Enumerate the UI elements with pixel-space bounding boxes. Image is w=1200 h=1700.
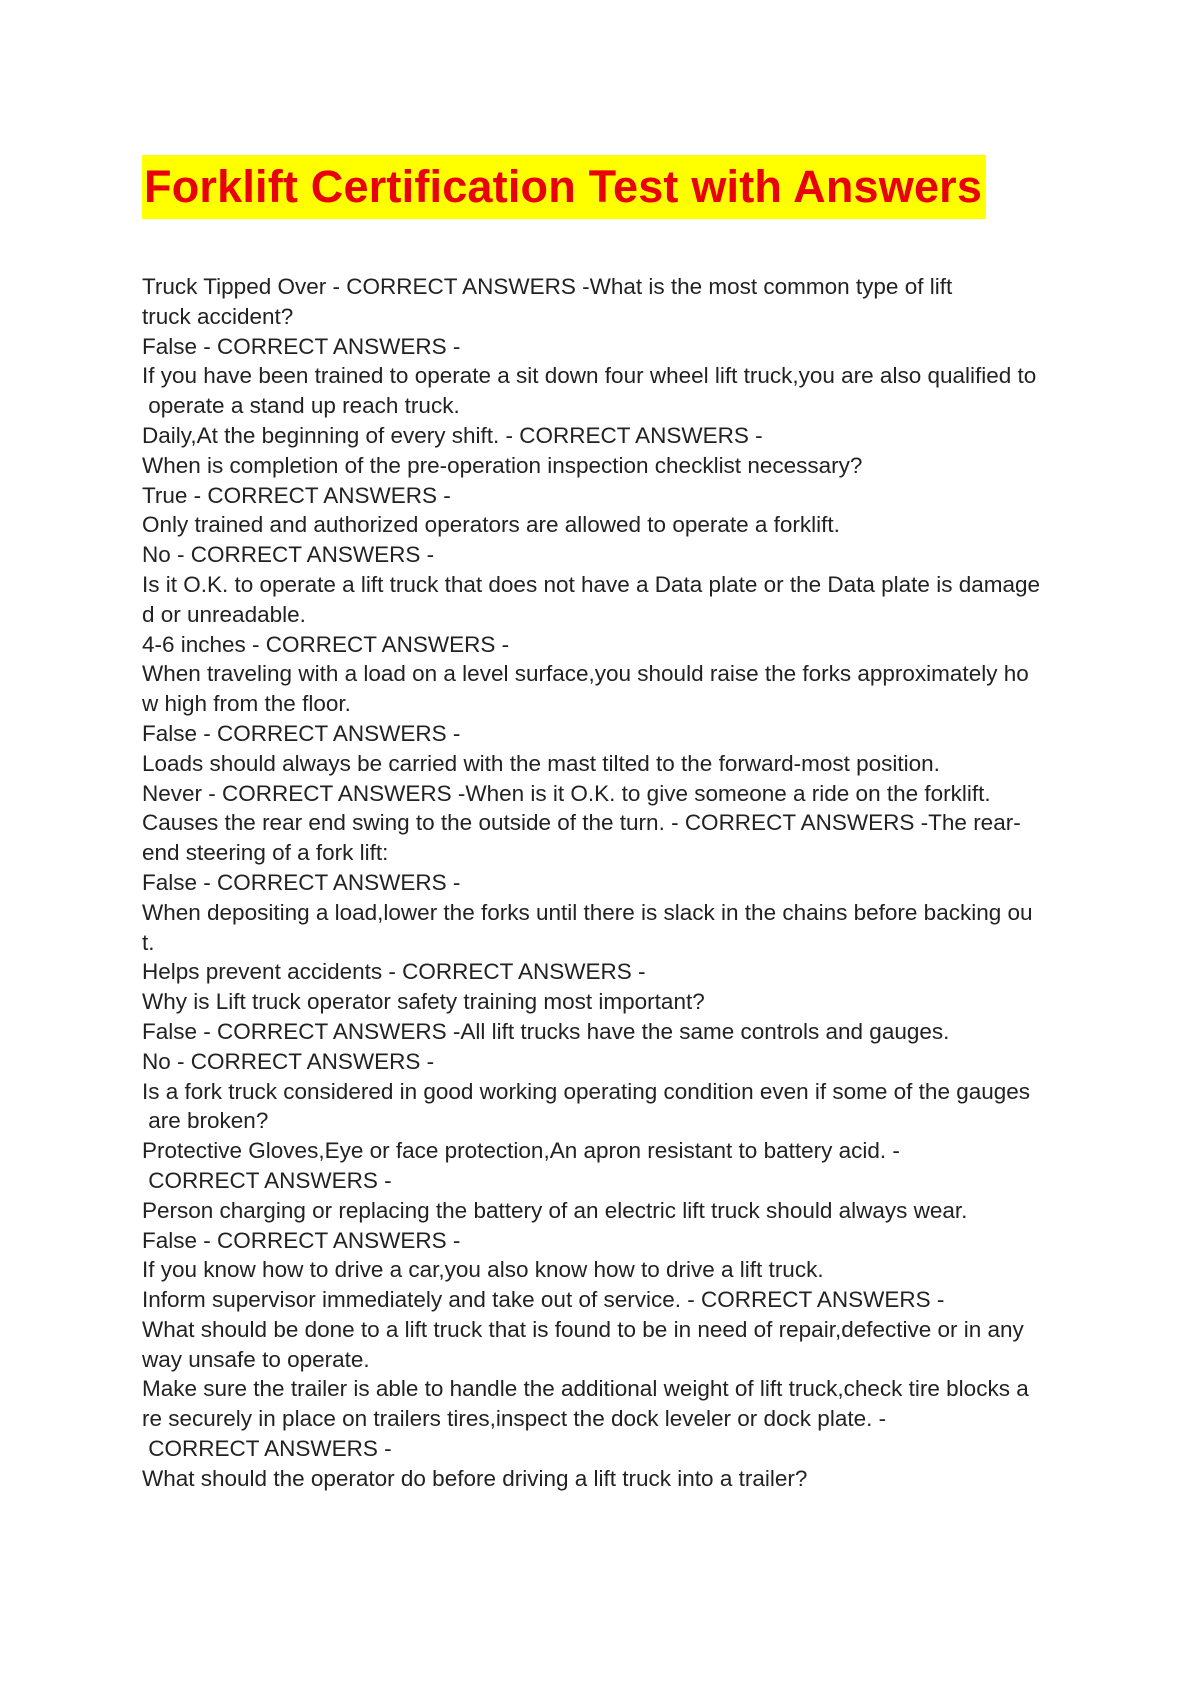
text-line: Why is Lift truck operator safety training most important? xyxy=(142,989,705,1015)
title-highlight xyxy=(142,155,986,219)
text-line: Truck Tipped Over - CORRECT ANSWERS -What is the most common type of lift xyxy=(142,274,953,299)
text-line: When traveling with a load on a level surface,you should raise the forks approximately ho xyxy=(142,661,1029,687)
text-line: d or unreadable. xyxy=(142,601,306,627)
qa-text-body xyxy=(142,272,1072,1494)
text-line: What should be done to a lift truck that is found to be in need of repair,defective or in any xyxy=(142,1316,1024,1342)
text-line: If you have been trained to operate a sit down four wheel lift truck,you are also qualified to xyxy=(142,363,1037,389)
text-line: False - CORRECT ANSWERS - xyxy=(142,720,461,746)
text-line: CORRECT ANSWERS - xyxy=(142,1167,392,1193)
text-line: No - CORRECT ANSWERS - xyxy=(142,542,435,568)
text-line: False - CORRECT ANSWERS - xyxy=(142,1227,461,1253)
text-line: Make sure the trailer is able to handle the additional weight of lift truck,check tire blocks a xyxy=(142,1376,1029,1402)
text-line: are broken? xyxy=(142,1108,269,1134)
text-line: No - CORRECT ANSWERS - xyxy=(142,1048,435,1074)
text-line: operate a stand up reach truck. xyxy=(142,393,460,419)
text-line: False - CORRECT ANSWERS - xyxy=(142,869,461,895)
page-title: Forklift Certification Test with Answers xyxy=(144,161,983,212)
text-line: If you know how to drive a car,you also know how to drive a lift truck. xyxy=(142,1257,824,1283)
text-line: truck accident? xyxy=(142,303,294,329)
text-line: CORRECT ANSWERS - xyxy=(142,1436,392,1462)
text-line: Only trained and authorized operators are allowed to operate a forklift. xyxy=(142,512,840,538)
text-line: Protective Gloves,Eye or face protection,An apron resistant to battery acid. - xyxy=(142,1138,900,1164)
text-line: Is it O.K. to operate a lift truck that does not have a Data plate or the Data plate is damage xyxy=(142,571,1041,597)
text-line: end steering of a fork lift: xyxy=(142,840,389,866)
text-line: False - CORRECT ANSWERS -All lift trucks have the same controls and gauges. xyxy=(142,1018,950,1044)
text-line: What should the operator do before driving a lift truck into a trailer? xyxy=(142,1465,808,1491)
text-line: 4-6 inches - CORRECT ANSWERS - xyxy=(142,631,510,657)
text-line: Daily,At the beginning of every shift. - CORRECT ANSWERS - xyxy=(142,422,763,448)
text-line: When depositing a load,lower the forks until there is slack in the chains before backing ou xyxy=(142,899,1033,925)
text-line: Is a fork truck considered in good working operating condition even if some of the gauges xyxy=(142,1078,1031,1104)
text-line: Loads should always be carried with the mast tilted to the forward-most position. xyxy=(142,750,940,776)
text-line: When is completion of the pre-operation inspection checklist necessary? xyxy=(142,452,863,478)
text-line: way unsafe to operate. xyxy=(142,1346,370,1372)
text-line: w high from the floor. xyxy=(142,691,351,717)
text-line: Never - CORRECT ANSWERS -When is it O.K. to give someone a ride on the forklift. xyxy=(142,780,991,806)
text-line: Inform supervisor immediately and take out of service. - CORRECT ANSWERS - xyxy=(142,1287,945,1313)
text-line: True - CORRECT ANSWERS - xyxy=(142,482,451,508)
text-line: Person charging or replacing the battery of an electric lift truck should always wear. xyxy=(142,1197,968,1223)
text-line: False - CORRECT ANSWERS - xyxy=(142,333,461,359)
text-line: re securely in place on trailers tires,inspect the dock leveler or dock plate. - xyxy=(142,1406,887,1432)
text-line: t. xyxy=(142,929,155,955)
text-line: Causes the rear end swing to the outside of the turn. - CORRECT ANSWERS -The rear- xyxy=(142,810,1021,836)
text-line: Helps prevent accidents - CORRECT ANSWERS - xyxy=(142,959,646,985)
